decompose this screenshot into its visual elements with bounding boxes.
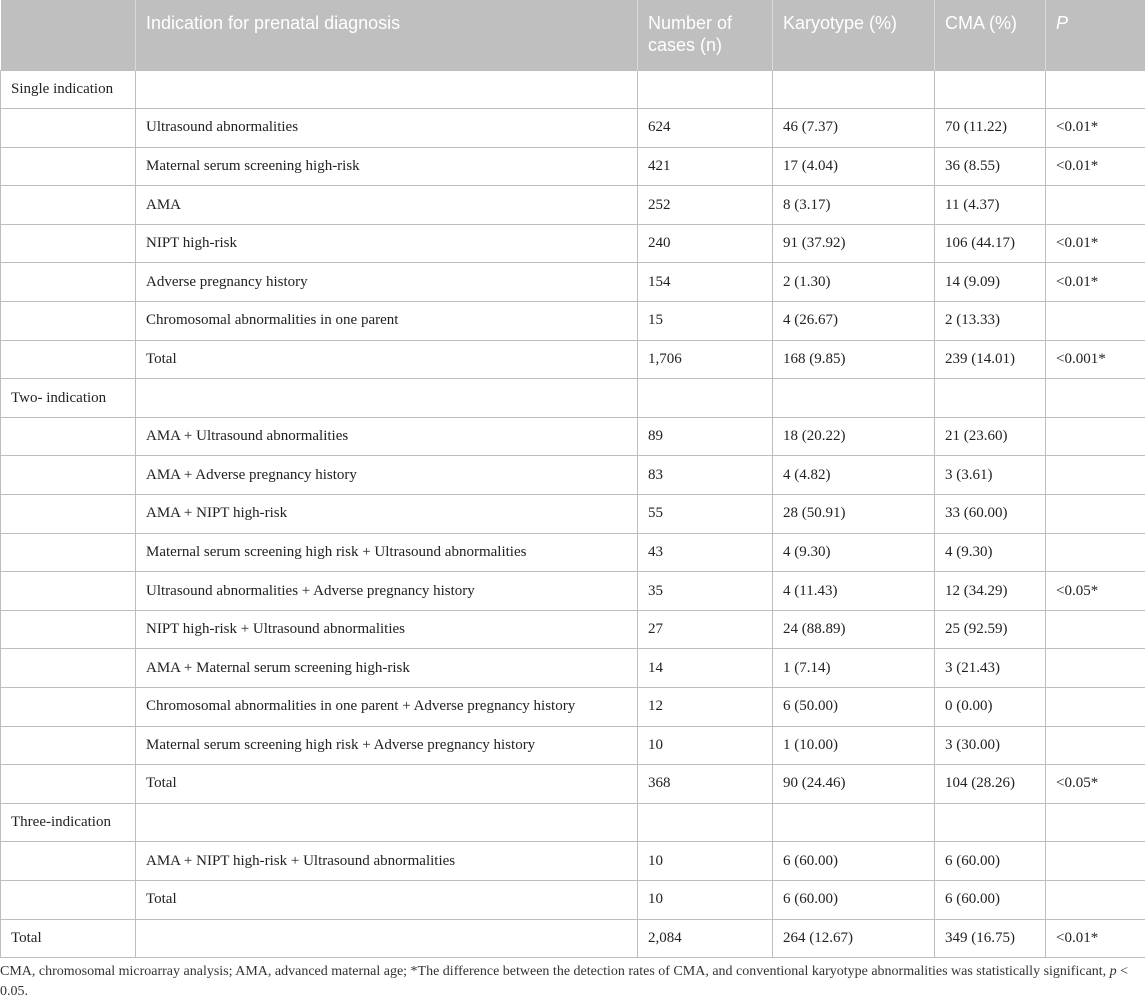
p-value-cell: <0.05* — [1046, 572, 1145, 611]
p-value-cell — [1046, 726, 1145, 765]
karyotype-cell: 264 (12.67) — [773, 919, 935, 958]
cma-cell — [935, 379, 1046, 418]
cases-cell: 368 — [638, 765, 773, 804]
table-row — [1, 688, 1145, 727]
p-value-cell — [1046, 533, 1145, 572]
cases-cell: 624 — [638, 109, 773, 148]
cma-cell: 239 (14.01) — [935, 340, 1046, 379]
cma-cell: 106 (44.17) — [935, 224, 1046, 263]
indication-cell: Maternal serum screening high-risk — [136, 147, 638, 186]
karyotype-cell: 90 (24.46) — [773, 765, 935, 804]
header-number-of-cases: Number of cases (n) — [638, 0, 773, 70]
indication-cell — [136, 379, 638, 418]
table-row — [1, 533, 1145, 572]
indication-cell: NIPT high-risk — [136, 224, 638, 263]
karyotype-cell: 18 (20.22) — [773, 417, 935, 456]
karyotype-cell: 4 (11.43) — [773, 572, 935, 611]
indication-cell: Adverse pregnancy history — [136, 263, 638, 302]
karyotype-cell: 6 (50.00) — [773, 688, 935, 727]
cases-cell: 10 — [638, 880, 773, 919]
karyotype-cell: 6 (60.00) — [773, 842, 935, 881]
header-cma: CMA (%) — [935, 0, 1046, 70]
group-cell — [1, 186, 136, 225]
indication-cell: AMA + NIPT high-risk — [136, 495, 638, 534]
table-row — [1, 379, 1145, 418]
group-cell: Single indication — [1, 70, 136, 109]
cases-cell: 83 — [638, 456, 773, 495]
karyotype-cell: 4 (4.82) — [773, 456, 935, 495]
cma-cell: 104 (28.26) — [935, 765, 1046, 804]
footnote-text: CMA, chromosomal microarray analysis; AMA, advanced maternal age; *The difference between the detection rates of CMA, and conventional karyotype abnormalities was statistically significant, — [0, 964, 1110, 979]
indication-cell: Maternal serum screening high risk + Adverse pregnancy history — [136, 726, 638, 765]
header-p-value: P — [1046, 0, 1145, 70]
cma-cell: 0 (0.00) — [935, 688, 1046, 727]
karyotype-cell: 1 (10.00) — [773, 726, 935, 765]
group-cell — [1, 842, 136, 881]
indication-cell — [136, 803, 638, 842]
p-value-cell — [1046, 880, 1145, 919]
karyotype-cell — [773, 70, 935, 109]
cases-cell: 240 — [638, 224, 773, 263]
group-cell — [1, 765, 136, 804]
karyotype-cell: 24 (88.89) — [773, 610, 935, 649]
table-row — [1, 147, 1145, 186]
cases-cell: 421 — [638, 147, 773, 186]
cases-cell — [638, 379, 773, 418]
karyotype-cell: 17 (4.04) — [773, 147, 935, 186]
p-value-cell: <0.01* — [1046, 263, 1145, 302]
p-value-cell — [1046, 417, 1145, 456]
karyotype-cell: 2 (1.30) — [773, 263, 935, 302]
table-row — [1, 572, 1145, 611]
p-value-cell: <0.05* — [1046, 765, 1145, 804]
cma-cell: 3 (3.61) — [935, 456, 1046, 495]
group-cell — [1, 649, 136, 688]
cma-cell: 6 (60.00) — [935, 880, 1046, 919]
cma-cell: 2 (13.33) — [935, 302, 1046, 341]
p-value-cell — [1046, 186, 1145, 225]
indication-cell: NIPT high-risk + Ultrasound abnormalities — [136, 610, 638, 649]
group-cell — [1, 147, 136, 186]
cma-cell — [935, 803, 1046, 842]
group-cell — [1, 263, 136, 302]
cma-cell: 12 (34.29) — [935, 572, 1046, 611]
group-cell — [1, 109, 136, 148]
cases-cell: 12 — [638, 688, 773, 727]
p-value-cell: <0.01* — [1046, 147, 1145, 186]
cases-cell: 89 — [638, 417, 773, 456]
table-row — [1, 726, 1145, 765]
p-value-cell — [1046, 495, 1145, 534]
cma-cell: 6 (60.00) — [935, 842, 1046, 881]
header-indication: Indication for prenatal diagnosis — [136, 0, 638, 70]
p-value-cell — [1046, 842, 1145, 881]
karyotype-cell: 4 (9.30) — [773, 533, 935, 572]
p-value-cell: <0.01* — [1046, 919, 1145, 958]
group-cell — [1, 880, 136, 919]
table-body — [1, 70, 1145, 958]
indication-cell: Total — [136, 765, 638, 804]
p-value-cell — [1046, 70, 1145, 109]
table-row — [1, 842, 1145, 881]
group-cell — [1, 533, 136, 572]
cases-cell: 43 — [638, 533, 773, 572]
karyotype-cell: 168 (9.85) — [773, 340, 935, 379]
karyotype-cell: 28 (50.91) — [773, 495, 935, 534]
table-row — [1, 919, 1145, 958]
indication-cell: Ultrasound abnormalities + Adverse pregnancy history — [136, 572, 638, 611]
karyotype-cell: 46 (7.37) — [773, 109, 935, 148]
p-value-cell: <0.01* — [1046, 109, 1145, 148]
group-cell — [1, 456, 136, 495]
cma-cell: 349 (16.75) — [935, 919, 1046, 958]
cma-cell: 36 (8.55) — [935, 147, 1046, 186]
table-row — [1, 417, 1145, 456]
indication-cell: Chromosomal abnormalities in one parent — [136, 302, 638, 341]
table-row — [1, 109, 1145, 148]
p-value-cell — [1046, 302, 1145, 341]
indication-cell: Total — [136, 340, 638, 379]
karyotype-cell: 4 (26.67) — [773, 302, 935, 341]
indication-cell: AMA — [136, 186, 638, 225]
cma-cell: 4 (9.30) — [935, 533, 1046, 572]
indication-cell: Chromosomal abnormalities in one parent + Adverse pregnancy history — [136, 688, 638, 727]
group-cell — [1, 417, 136, 456]
table-row — [1, 70, 1145, 109]
p-value-cell — [1046, 456, 1145, 495]
cases-cell: 2,084 — [638, 919, 773, 958]
group-cell: Two- indication — [1, 379, 136, 418]
cma-cell: 3 (30.00) — [935, 726, 1046, 765]
cma-cell: 14 (9.09) — [935, 263, 1046, 302]
header-karyotype: Karyotype (%) — [773, 0, 935, 70]
table-row — [1, 803, 1145, 842]
cma-cell: 11 (4.37) — [935, 186, 1046, 225]
indication-cell: AMA + NIPT high-risk + Ultrasound abnormalities — [136, 842, 638, 881]
group-cell: Total — [1, 919, 136, 958]
group-cell — [1, 340, 136, 379]
cases-cell: 27 — [638, 610, 773, 649]
karyotype-cell: 6 (60.00) — [773, 880, 935, 919]
indication-cell — [136, 919, 638, 958]
cases-cell: 14 — [638, 649, 773, 688]
karyotype-cell: 91 (37.92) — [773, 224, 935, 263]
table-row — [1, 456, 1145, 495]
indication-cell: AMA + Ultrasound abnormalities — [136, 417, 638, 456]
table-row — [1, 302, 1145, 341]
p-value-cell — [1046, 688, 1145, 727]
table-row — [1, 649, 1145, 688]
karyotype-cell — [773, 379, 935, 418]
cases-cell — [638, 70, 773, 109]
group-cell — [1, 572, 136, 611]
footnote-threshold: < 0.05. — [0, 964, 1129, 999]
p-value-cell — [1046, 649, 1145, 688]
indication-cell: Maternal serum screening high risk + Ultrasound abnormalities — [136, 533, 638, 572]
p-value-cell — [1046, 379, 1145, 418]
table-row — [1, 610, 1145, 649]
p-value-cell: <0.01* — [1046, 224, 1145, 263]
group-cell — [1, 726, 136, 765]
cases-cell: 15 — [638, 302, 773, 341]
table-row — [1, 495, 1145, 534]
p-value-cell — [1046, 803, 1145, 842]
cases-cell: 1,706 — [638, 340, 773, 379]
cases-cell: 10 — [638, 726, 773, 765]
karyotype-cell: 1 (7.14) — [773, 649, 935, 688]
p-value-cell: <0.001* — [1046, 340, 1145, 379]
karyotype-cell — [773, 803, 935, 842]
table-row — [1, 186, 1145, 225]
cma-cell: 3 (21.43) — [935, 649, 1046, 688]
indication-cell: Total — [136, 880, 638, 919]
cases-cell: 252 — [638, 186, 773, 225]
cma-cell: 25 (92.59) — [935, 610, 1046, 649]
group-cell — [1, 224, 136, 263]
cases-cell: 35 — [638, 572, 773, 611]
cma-cell: 33 (60.00) — [935, 495, 1046, 534]
table-row — [1, 340, 1145, 379]
table-row — [1, 263, 1145, 302]
cases-cell: 154 — [638, 263, 773, 302]
table-row — [1, 880, 1145, 919]
table-row — [1, 765, 1145, 804]
indication-cell: AMA + Maternal serum screening high-risk — [136, 649, 638, 688]
group-cell — [1, 302, 136, 341]
cases-cell: 10 — [638, 842, 773, 881]
group-cell — [1, 495, 136, 534]
table-row — [1, 224, 1145, 263]
cma-cell: 21 (23.60) — [935, 417, 1046, 456]
cma-cell — [935, 70, 1046, 109]
footnote-p-symbol: p — [1109, 964, 1117, 979]
cma-cell: 70 (11.22) — [935, 109, 1046, 148]
group-cell — [1, 688, 136, 727]
header-row — [1, 0, 1145, 70]
cases-cell: 55 — [638, 495, 773, 534]
indication-cell: Ultrasound abnormalities — [136, 109, 638, 148]
cases-cell — [638, 803, 773, 842]
group-cell — [1, 610, 136, 649]
header-group-cell — [1, 0, 136, 70]
table-footnote — [0, 962, 1140, 1002]
karyotype-cell: 8 (3.17) — [773, 186, 935, 225]
group-cell: Three-indication — [1, 803, 136, 842]
p-value-cell — [1046, 610, 1145, 649]
indication-cell: AMA + Adverse pregnancy history — [136, 456, 638, 495]
indication-cell — [136, 70, 638, 109]
